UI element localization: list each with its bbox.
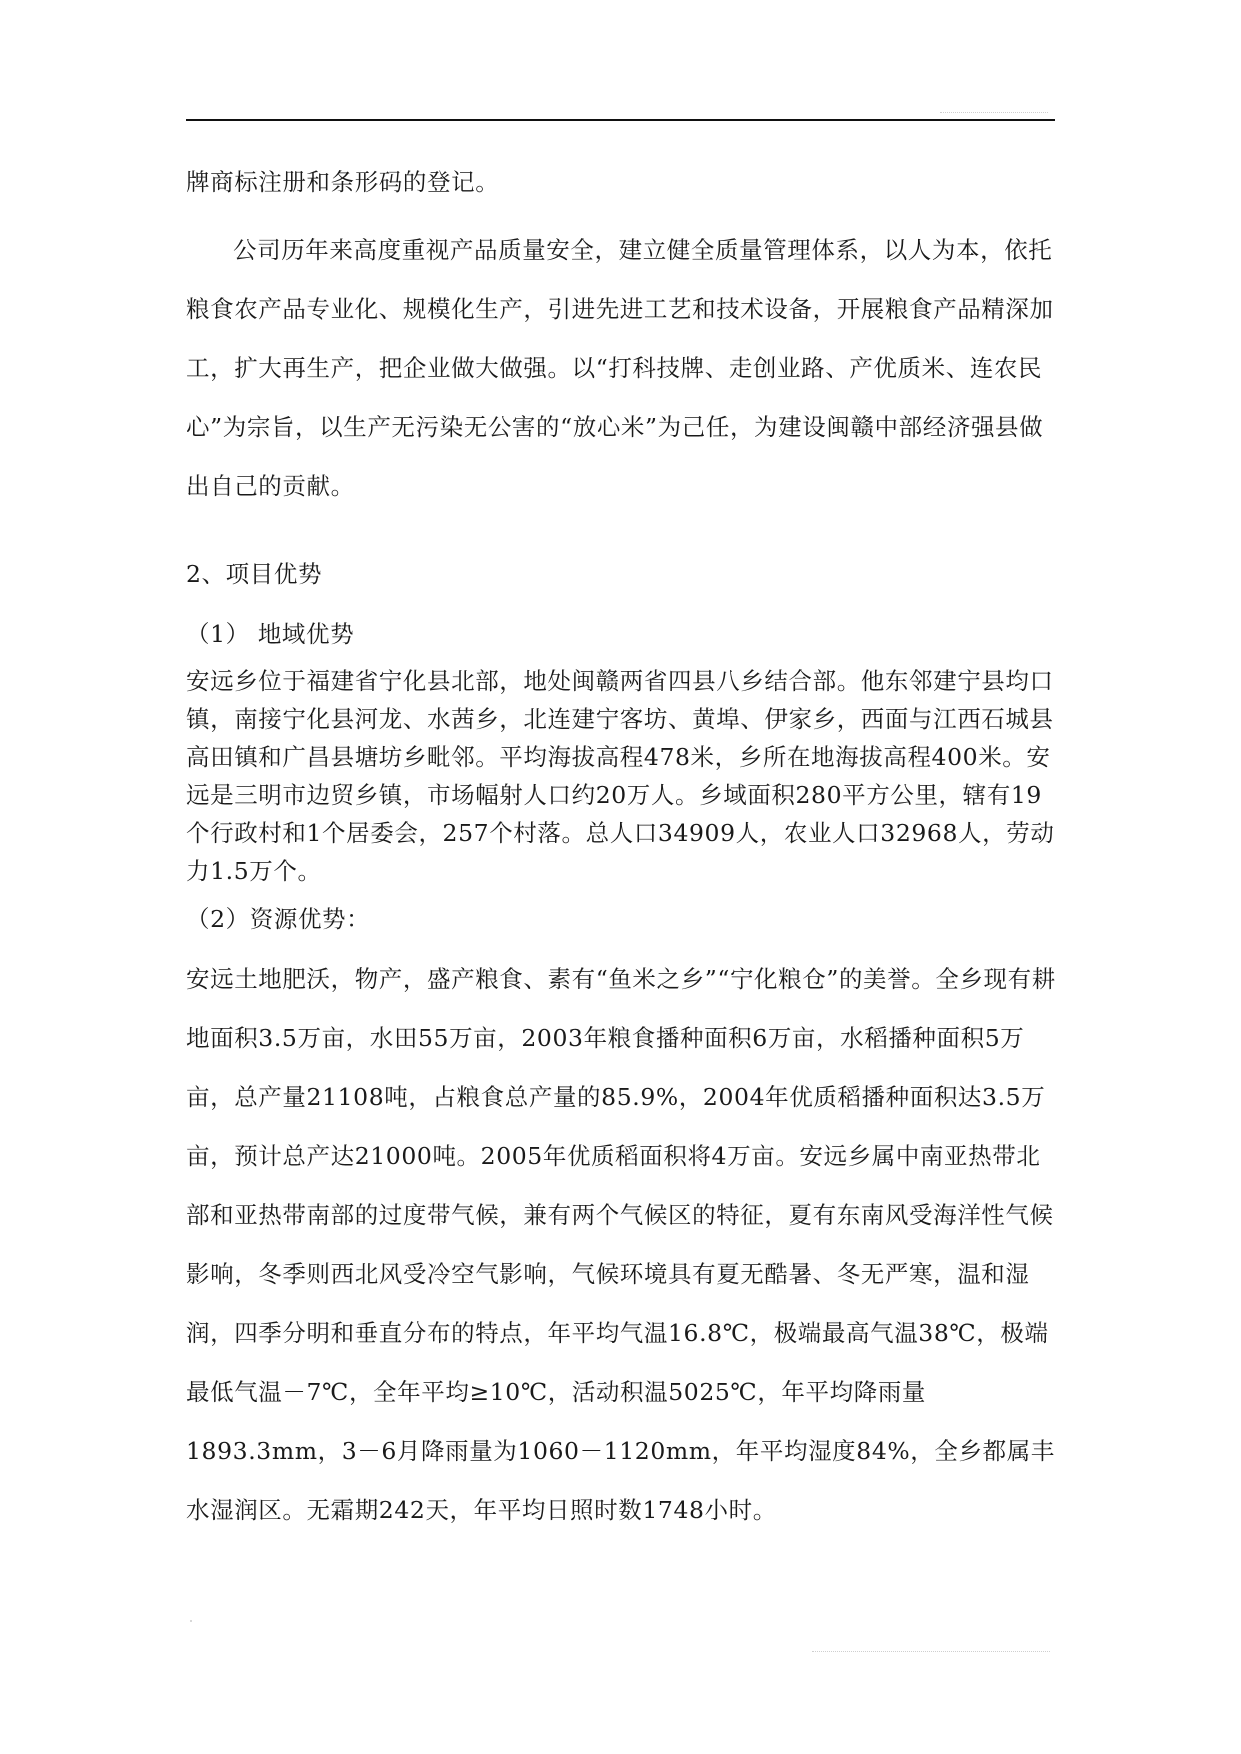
- page-corner-mark: [190, 1620, 192, 1622]
- header-faint-line: [940, 112, 1048, 115]
- paragraph-continuation: 牌商标注册和条形码的登记。: [186, 168, 500, 196]
- paragraph-resource-advantage: 安远土地肥沃，物产，盛产粮食、素有“鱼米之乡”“宁化粮仓”的美誉。全乡现有耕地面积3.5万亩，水田55万亩，2003年粮食播种面积6万亩，水稻播种面积5万亩，总产量21108吨，占粮食总产量的85.9%，2004年优质稻播种面积达3.5万亩，预计总产达21000吨。2005年优质稻面积将4万亩。安远乡属中南亚热带北部和亚热带南部的过度带气候，兼有两个气候区的特征，夏有东南风受海洋性气候影响，冬季则西北风受冷空气影响，气候环境具有夏无酷暑、冬无严寒，温和湿润，四季分明和垂直分布的特点，年平均气温16.8℃，极端最高气温38℃，极端最低气温－7℃，全年平均≥10℃，活动积温5025℃，年平均降雨量1893.3mm，3－6月降雨量为1060－1120mm，年平均湿度84%，全乡都属丰水湿润区。无霜期242天，年平均日照时数1748小时。: [186, 965, 1056, 1524]
- paragraph-regional-advantage: 安远乡位于福建省宁化县北部，地处闽赣两省四县八乡结合部。他东邻建宁县均口镇，南接宁化县河龙、水茜乡，北连建宁客坊、黄埠、伊家乡，西面与江西石城县高田镇和广昌县塘坊乡毗邻。平均海拔高程478米，乡所在地海拔高程400米。安远是三明市边贸乡镇，市场幅射人口约20万人。乡域面积280平方公里，辖有19个行政村和1个居委会，257个村落。总人口34909人，农业人口32968人，劳动力1.5万个。: [186, 667, 1055, 885]
- subheading-resource-advantage: （2）资源优势：: [186, 905, 371, 933]
- paragraph-company-quality: 公司历年来高度重视产品质量安全，建立健全质量管理体系，以人为本，依托粮食农产品专业化、规模化生产，引进先进工艺和技术设备，开展粮食产品精深加工，扩大再生产，把企业做大做强。以“打科技牌、走创业路、产优质米、连农民心”为宗旨，以生产无污染无公害的“放心米”为己任，为建设闽赣中部经济强县做出自己的贡献。: [186, 236, 1054, 500]
- header-rule: [186, 119, 1055, 121]
- subheading-regional-advantage: （1） 地域优势: [186, 620, 355, 648]
- footer-faint-line: [812, 1651, 1050, 1654]
- section-heading-project-advantages: 2、项目优势: [186, 560, 323, 588]
